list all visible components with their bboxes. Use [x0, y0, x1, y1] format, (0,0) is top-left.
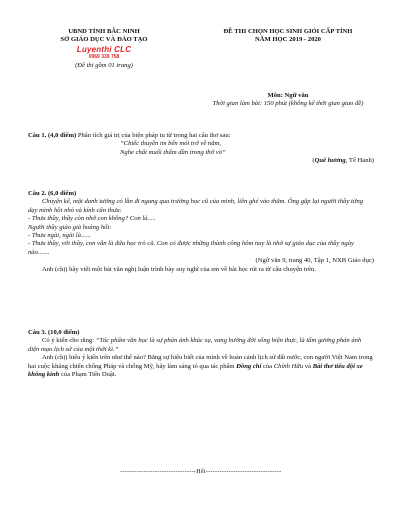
subject-block [190, 92, 386, 109]
q1-verse-2: Nghe chất muối thấm dần trong thớ vỏ” [120, 148, 226, 156]
brand-logo-text: Luyenthi CLC [76, 44, 132, 54]
q1-verse-1: “Chiếc thuyền im bến mỏi trở về nằm, [120, 140, 221, 148]
q1-source-author: , Tế Hanh) [345, 157, 374, 165]
org-line-2: SỞ GIÁO DỤC VÀ ĐÀO TẠO [60, 36, 148, 44]
q1-source-open: ( [312, 157, 315, 165]
q2-label: Câu 2. (6,0 điểm) [28, 190, 77, 197]
q3-of-2: của Phạm Tiến Duật. [59, 371, 117, 379]
q1-label: Câu 1. (4,0 điểm) [28, 132, 77, 139]
q3-and: và [303, 362, 313, 370]
q1-prompt: Phân tích giá trị của biện pháp tu từ trong hai câu thơ sau: [77, 132, 231, 139]
subject: Môn: Ngữ văn [267, 92, 309, 99]
q3-work-2: Bài thơ tiểu đội xe không kính [28, 362, 363, 379]
q2-line-4: - Thưa thầy, với thầy, con vẫn là đứa học trò cũ. Con có được những thành công hôm nay là nhờ sự giáo dục của thầy ngày nào....... [28, 240, 354, 256]
question-2 [28, 190, 374, 274]
q1-source-title: Quê hương [314, 157, 346, 165]
q2-para-1: Chuyện kể, một danh tướng có lần đi ngang qua trường học cũ của mình, liền ghé vào thăm. Ông gặp lại người thầy từng dạy mình hồi nhỏ và kính cẩn thưa: [28, 198, 364, 214]
q2-line-3: - Thưa ngài, ngài là...... [28, 232, 91, 240]
q2-source: (Ngữ văn 9, trang 40, Tập 1, NXB Giáo dục) [255, 257, 374, 265]
q3-work-1: Đồng chí [236, 362, 262, 370]
q3-of-1: của [261, 362, 274, 370]
pages-note: (Đề thi gồm 01 trang) [75, 61, 133, 69]
brand-phone: 0969 339 758 [88, 53, 120, 60]
header-right [190, 28, 386, 45]
q1-source [28, 157, 374, 165]
q3-task: Anh (chị) hiểu ý kiến trên như thế nào? Bằng sự hiểu biết của mình về hoàn cảnh lịch sử đất nước, con người Việt Nam trong hai cuộc kháng chiến chống Pháp và chống Mỹ, hãy làm sáng tỏ qua tác phẩm [28, 354, 373, 370]
q3-quote-intro: Có ý kiến cho rằng: [42, 337, 96, 345]
org-line-1: UBND TỈNH BẮC NINH [68, 28, 140, 35]
q2-line-1: - Thưa thầy, thầy còn nhớ con không? Con là..... [28, 215, 156, 223]
q3-quote: “Tác phẩm văn học là sự phản ánh khúc xạ, vang hưởng đời sống hiện thực, là tấm gương phản ánh diện mạo lịch sử của một thời kì.” [28, 337, 362, 353]
time-limit: Thời gian làm bài: 150 phút (không kể thời gian giao đề) [212, 100, 364, 108]
question-3 [28, 329, 374, 379]
end-marker: ---------------------------------Hết--------------------------------- [120, 469, 282, 475]
q3-label: Câu 3. (10,0 điểm) [28, 329, 80, 336]
q2-task: Anh (chị) hãy viết một bài văn nghị luận trình bày suy nghĩ của em về bài học rút ra từ câu chuyện trên. [42, 265, 316, 273]
question-1 [28, 132, 374, 166]
school-year: NĂM HỌC 2019 - 2020 [255, 36, 321, 44]
exam-title: ĐỀ THI CHỌN HỌC SINH GIỎI CẤP TỈNH [223, 28, 353, 35]
header-left [28, 28, 180, 70]
q3-author-1: Chính Hữu [273, 362, 304, 370]
q2-line-2: Người thầy giáo già hoảng hốt: [28, 223, 112, 231]
